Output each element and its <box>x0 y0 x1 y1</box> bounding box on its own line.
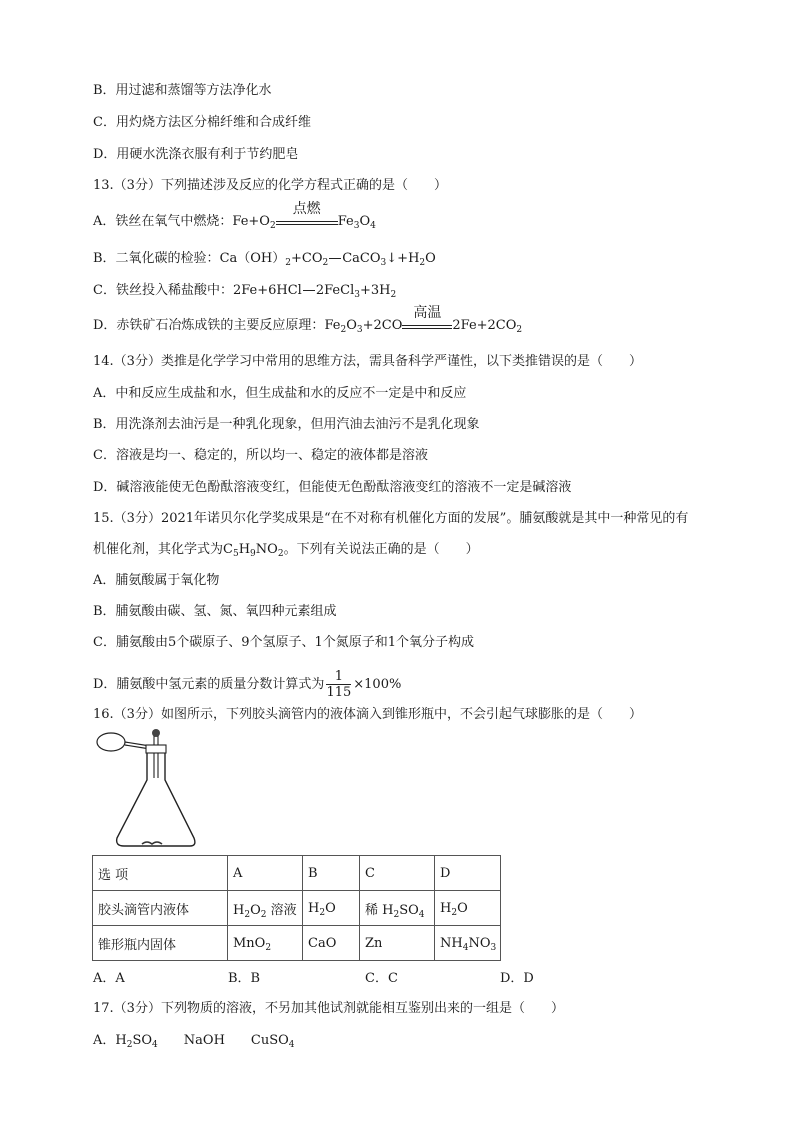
table-row <box>93 891 501 926</box>
q15-stem-line2 <box>93 541 479 559</box>
q13-d-condition <box>402 305 452 335</box>
table-header-cell: A <box>228 856 303 891</box>
q13-option-a <box>93 201 376 231</box>
table-cell: 锥形瓶内固体 <box>93 926 228 961</box>
q16-stem: 16.（3分）如图所示，下列胶头滴管内的液体滴入到锥形瓶中，不会引起气球膨胀的是（ ） <box>93 707 642 722</box>
q17-stem: 17.（3分）下列物质的溶液，不另加其他试剂就能相互鉴别出来的一组是（ ） <box>93 1001 564 1016</box>
q14-option-b: B．用洗涤剂去油污是一种乳化现象，但用汽油去油污不是乳化现象 <box>93 417 480 432</box>
flask-with-balloon-figure <box>92 728 202 854</box>
q16-answer-a: A．A <box>93 971 125 986</box>
q15-d-numerator: 1 <box>326 670 351 685</box>
table-cell: MnO$_2$ <box>228 926 303 961</box>
q15-option-c: C．脯氨酸由5个碳原子、9个氢原子、1个氮原子和1个氧分子构成 <box>93 635 475 650</box>
q13-option-c <box>93 282 396 300</box>
q13-c-text: C．铁丝投入稀盐酸中： <box>93 283 233 298</box>
q17-a-item: NaOH <box>183 1033 225 1048</box>
q15-formula: $C_5H_9NO_2$ <box>223 542 284 559</box>
q14-option-a: A．中和反应生成盐和水，但生成盐和水的反应不一定是中和反应 <box>93 386 467 401</box>
table-row <box>93 926 501 961</box>
q13-option-b <box>93 250 436 268</box>
q13-b-formula: $Ca(OH)_2+CO_2$ $CaCO_3↓+H_2O$ <box>219 251 436 268</box>
q17-a-item: $H_2SO_4$ <box>115 1033 158 1050</box>
q13-a-formula-right: $Fe_3O_4$ <box>337 214 376 231</box>
q12-option-d: D．用硬水洗涤衣服有利于节约肥皂 <box>93 147 299 162</box>
q15-d-fraction <box>326 670 351 700</box>
q15-option-a: A．脯氨酸属于氧化物 <box>93 573 220 588</box>
q13-option-d <box>93 305 523 335</box>
q16-answer-d: D．D <box>500 971 534 986</box>
q15-stem-text: 机催化剂，其化学式为 <box>93 542 224 557</box>
q13-d-condition-label: 高温 <box>413 305 442 321</box>
q14-option-c: C．溶液是均一、稳定的，所以均一、稳定的液体都是溶液 <box>93 448 428 463</box>
q12-option-c: C．用灼烧方法区分棉纤维和合成纤维 <box>93 115 311 130</box>
q17-a-label: A． <box>93 1033 116 1048</box>
q15-stem-line1: 15.（3分）2021年诺贝尔化学奖成果是“在不对称有机催化方面的发展”。脯氨酸就是其中一种常见的有 <box>93 511 689 526</box>
q14-stem: 14.（3分）类推是化学学习中常用的思维方法，需具备科学严谨性，以下类推错误的是（ ） <box>93 354 642 369</box>
table-header-cell: D <box>435 856 501 891</box>
q13-d-formula-left: $Fe_2O_3+2CO$ <box>324 318 403 335</box>
q13-c-formula: 2Fe+6HCl $2FeCl_3+3H_2$ <box>232 283 397 300</box>
table-cell: $H_2O_2$ 溶液 <box>228 891 303 926</box>
table-header-cell: 选 项 <box>93 856 228 891</box>
q14-option-d: D．碱溶液能使无色酚酞溶液变红，但能使无色酚酞溶液变红的溶液不一定是碱溶液 <box>93 480 572 495</box>
table-row <box>93 856 501 891</box>
q15-stem-tail: 。下列有关说法正确的是（ ） <box>283 542 479 557</box>
q13-stem: 13.（3分）下列描述涉及反应的化学方程式正确的是（ ） <box>93 178 447 193</box>
q17-a-item: CuSO$_4$ <box>250 1033 295 1050</box>
q15-d-denominator: 115 <box>326 684 352 700</box>
table-cell: 稀 $H_2SO_4$ <box>360 891 435 926</box>
q15-d-text: D．脯氨酸中氢元素的质量分数计算式为 <box>93 677 325 692</box>
q13-d-text: D．赤铁矿石冶炼成铁的主要反应原理： <box>93 318 325 333</box>
q13-a-condition-label: 点燃 <box>292 201 321 217</box>
q13-a-formula-left: $Fe+O_2$ <box>232 214 276 231</box>
table-header-cell: C <box>360 856 435 891</box>
table-cell: CaO <box>303 926 360 961</box>
table-header-cell: B <box>303 856 360 891</box>
table-cell: $H_2O$ <box>435 891 501 926</box>
table-cell: 胶头滴管内液体 <box>93 891 228 926</box>
q15-d-tail: ×100% <box>353 677 402 692</box>
q13-a-text: A．铁丝在氧气中燃烧： <box>93 214 233 229</box>
q16-options-table <box>92 855 501 961</box>
q13-b-text: B．二氧化碳的检验： <box>93 251 220 266</box>
table-cell: $NH_4NO_3$ <box>435 926 501 961</box>
q16-answer-c: C．C <box>365 971 398 986</box>
q13-d-formula-right: $2Fe+2CO_2$ <box>452 318 523 335</box>
q15-option-b: B．脯氨酸由碳、氢、氮、氧四种元素组成 <box>93 604 337 619</box>
q16-answer-b: B．B <box>228 971 261 986</box>
q15-option-d <box>93 668 401 702</box>
q12-option-b: B．用过滤和蒸馏等方法净化水 <box>93 83 272 98</box>
q13-a-condition <box>276 201 338 231</box>
q17-option-a <box>93 1032 295 1050</box>
table-cell: Zn <box>360 926 435 961</box>
table-cell: $H_2O$ <box>303 891 360 926</box>
